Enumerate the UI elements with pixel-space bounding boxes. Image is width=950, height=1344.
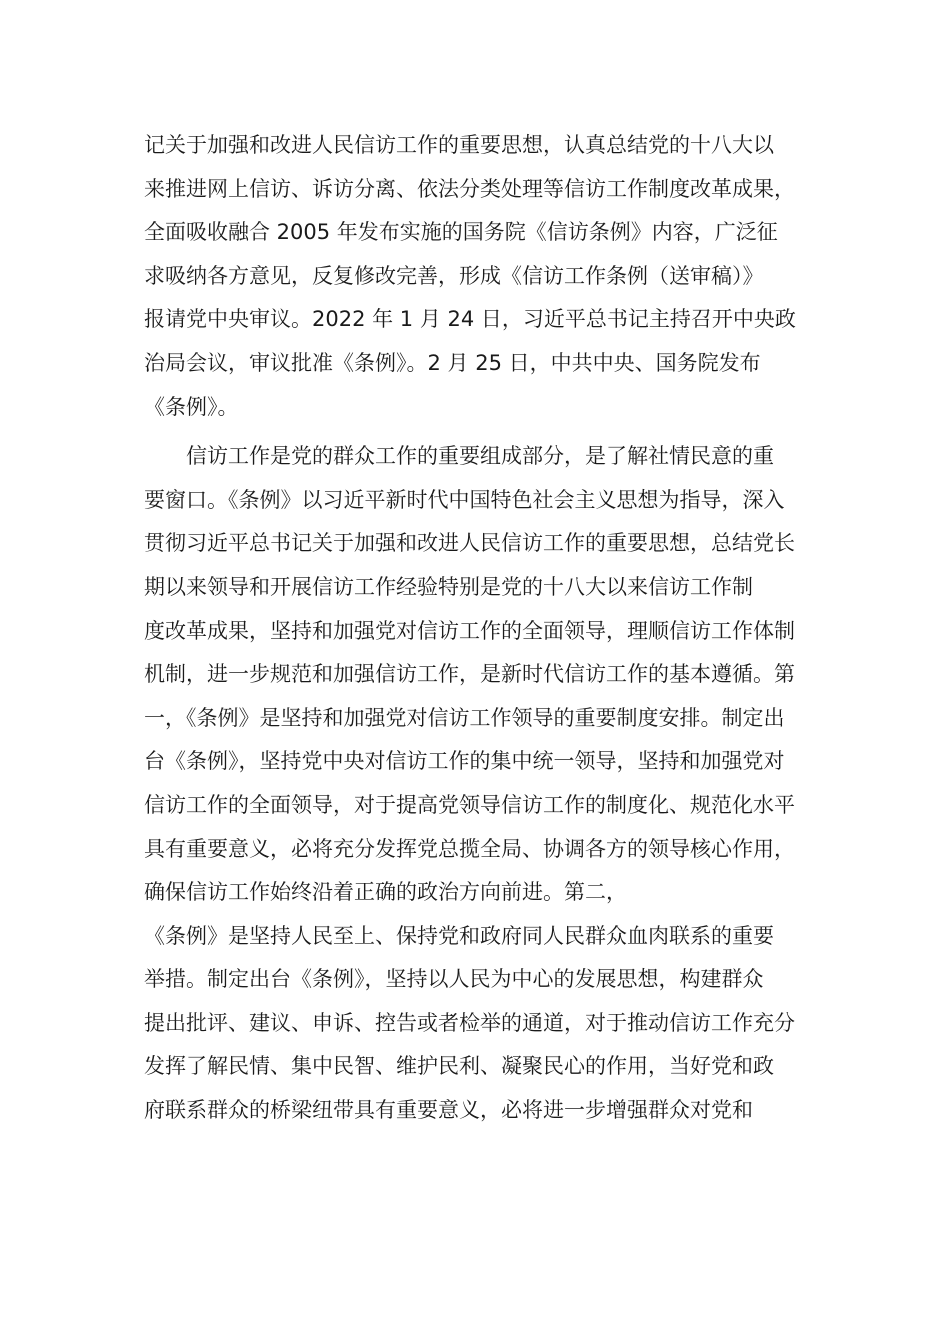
paragraph-1 <box>144 124 844 429</box>
text-line: 治局会议，审议批准《条例》。2 月 25 日，中共中央、国务院发布 <box>144 350 761 375</box>
text-line: 贯彻习近平总书记关于加强和改进人民信访工作的重要思想，总结党长 <box>144 531 795 556</box>
text-line: 期以来领导和开展信访工作经验特别是党的十八大以来信访工作制 <box>144 574 753 599</box>
text-line: 提出批评、建议、申诉、控告或者检举的通道，对于推动信访工作充分 <box>144 1010 795 1035</box>
document-body <box>144 124 844 1133</box>
text-line: 全面吸收融合 2005 年发布实施的国务院《信访条例》内容，广泛征 <box>144 220 778 245</box>
text-line: 《条例》是坚持人民至上、保持党和政府同人民群众血肉联系的重要 <box>144 923 774 948</box>
text-line: 要窗口。《条例》以习近平新时代中国特色社会主义思想为指导，深入 <box>144 487 785 512</box>
text-line: 确保信访工作始终沿着正确的政治方向前进。第二， <box>144 880 627 905</box>
text-line: 记关于加强和改进人民信访工作的重要思想，认真总结党的十八大以 <box>144 133 774 157</box>
paragraph-2 <box>144 435 844 1133</box>
text-line: 《条例》。 <box>144 394 239 419</box>
text-line: 信访工作的全面领导，对于提高党领导信访工作的制度化、规范化水平 <box>144 792 795 817</box>
text-line: 举措。制定出台《条例》，坚持以人民为中心的发展思想，构建群众 <box>144 967 764 992</box>
text-line: 具有重要意义，必将充分发挥党总揽全局、协调各方的领导核心作用， <box>144 836 795 861</box>
text-line: 信访工作是党的群众工作的重要组成部分，是了解社情民意的重 <box>186 444 774 469</box>
text-line: 来推进网上信访、诉访分离、依法分类处理等信访工作制度改革成果， <box>144 176 795 201</box>
text-line: 机制，进一步规范和加强信访工作，是新时代信访工作的基本遵循。第 <box>144 662 795 687</box>
text-line: 求吸纳各方意见，反复修改完善，形成《信访工作条例（送审稿）》 <box>144 263 764 288</box>
text-line: 台《条例》，坚持党中央对信访工作的集中统一领导，坚持和加强党对 <box>144 749 785 774</box>
text-line: 一，《条例》是坚持和加强党对信访工作领导的重要制度安排。制定出 <box>144 705 785 730</box>
text-line: 报请党中央审议。2022 年 1 月 24 日，习近平总书记主持召开中央政 <box>144 307 796 332</box>
text-line: 发挥了解民情、集中民智、维护民利、凝聚民心的作用，当好党和政 <box>144 1054 774 1079</box>
text-line: 度改革成果，坚持和加强党对信访工作的全面领导，理顺信访工作体制 <box>144 618 795 643</box>
text-line: 府联系群众的桥梁纽带具有重要意义，必将进一步增强群众对党和 <box>144 1098 753 1123</box>
